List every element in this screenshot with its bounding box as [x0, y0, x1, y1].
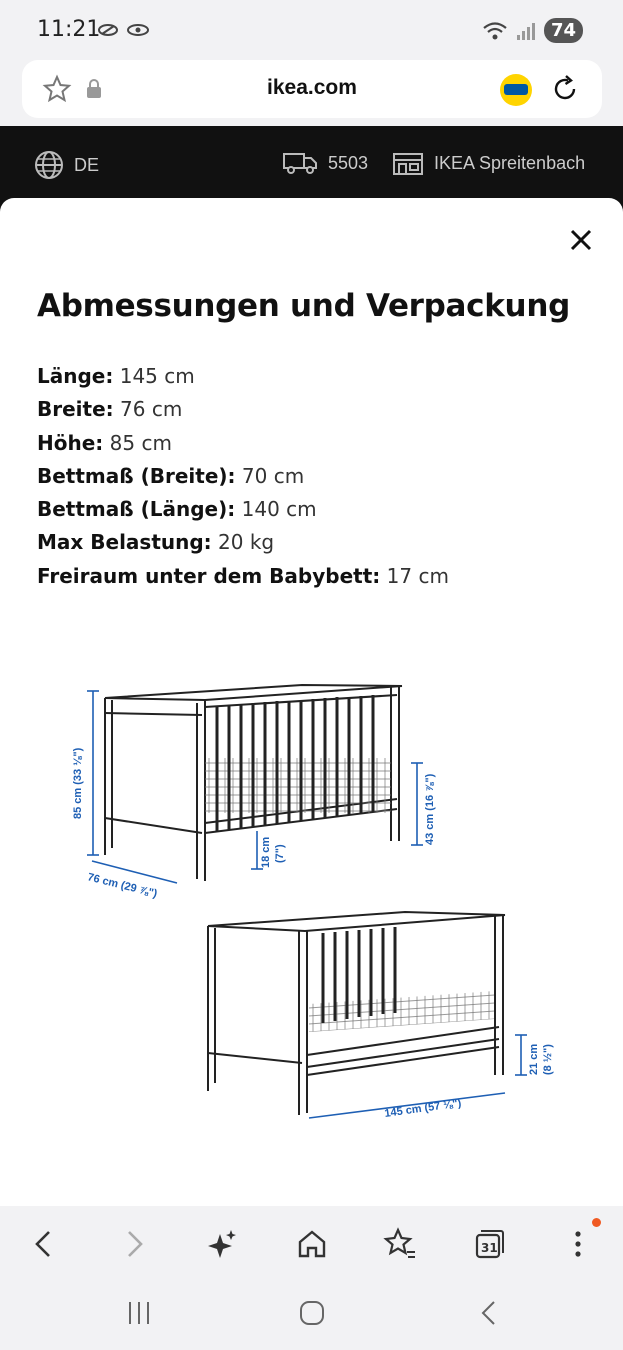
postcode-selector[interactable]: [282, 150, 368, 176]
spec-item: [37, 360, 449, 393]
tabs-icon[interactable]: [468, 1224, 508, 1264]
reload-icon[interactable]: [550, 74, 580, 104]
dimensions-sheet: [0, 198, 623, 1206]
low-height-dimension-label: 21 cm: [528, 1043, 540, 1075]
language-selector[interactable]: [34, 150, 99, 180]
ikea-logo-icon[interactable]: [500, 74, 532, 106]
side-height-dimension-label: 43 cm (16 ⅞"): [424, 773, 436, 845]
url-text[interactable]: ikea.com: [267, 76, 357, 99]
home-icon[interactable]: [292, 1224, 332, 1264]
system-back-icon[interactable]: [474, 1298, 504, 1328]
status-notification-icons: [96, 22, 150, 38]
spec-label: Freiraum unter dem Babybett:: [37, 563, 381, 588]
signal-icon: [516, 21, 536, 41]
browser-bottom-bar: [0, 1206, 623, 1350]
home-button-icon[interactable]: [297, 1298, 327, 1328]
svg-text:31: 31: [481, 1241, 498, 1255]
ai-sparkle-icon[interactable]: [202, 1224, 242, 1264]
link-icon: [96, 22, 120, 38]
spec-item: [37, 526, 449, 559]
more-menu-icon[interactable]: [558, 1224, 598, 1264]
store-label: IKEA Spreitenbach: [434, 152, 586, 173]
spec-label: Breite:: [37, 397, 114, 422]
spec-label: Bettmaß (Breite):: [37, 463, 236, 488]
spec-value: 76 cm: [120, 397, 183, 422]
back-arrow-icon[interactable]: [24, 1224, 64, 1264]
crib-slats-lower: [323, 927, 395, 1023]
spec-label: Max Belastung:: [37, 530, 212, 555]
store-icon: [392, 150, 424, 176]
spec-item: [37, 460, 449, 493]
close-icon[interactable]: [566, 225, 596, 255]
clearance-dimension-label: 18 cm: [260, 836, 272, 868]
address-bar[interactable]: [22, 60, 602, 118]
crib-mattress-base: [205, 758, 391, 813]
recent-apps-icon[interactable]: [124, 1298, 154, 1328]
sheet-title: Abmessungen und Verpackung: [37, 288, 570, 324]
status-bar: [0, 0, 623, 60]
spec-value: 145 cm: [119, 364, 195, 388]
spec-value: 70 cm: [241, 463, 305, 488]
spec-value: 85 cm: [109, 430, 172, 455]
spec-list: [37, 360, 449, 593]
crib-dimensions-diagram: [37, 623, 597, 1193]
notification-dot: [592, 1218, 601, 1227]
store-selector[interactable]: [392, 150, 585, 176]
clearance-dimension-label-inch: (7"): [274, 844, 286, 863]
height-dimension-label: 85 cm (33 ⅛"): [72, 747, 84, 819]
length-dimension-label: 145 cm (57 ⅛"): [383, 1097, 463, 1120]
spec-item: [37, 393, 449, 426]
language-label: DE: [74, 154, 100, 175]
forward-arrow-icon[interactable]: [114, 1224, 154, 1264]
low-height-dimension-label-inch: (8 ½"): [542, 1044, 554, 1075]
spec-value: 17 cm: [386, 563, 449, 588]
spec-label: Bettmaß (Länge):: [37, 497, 236, 522]
browser-toolbar: [0, 60, 623, 126]
status-time: 11:21: [37, 17, 101, 42]
spec-item: [37, 493, 449, 526]
wifi-icon: [482, 20, 508, 42]
spec-item: [37, 560, 449, 593]
spec-value: 20 kg: [218, 530, 275, 555]
status-right: [482, 18, 583, 43]
bookmarks-star-icon[interactable]: [380, 1224, 420, 1264]
spec-value: 140 cm: [241, 497, 317, 522]
ikea-top-bar: [0, 126, 623, 198]
spec-label: Höhe:: [37, 430, 104, 455]
delivery-truck-icon: [282, 150, 318, 176]
postcode-label: 5503: [328, 152, 369, 173]
width-dimension-label: 76 cm (29 ⅞"): [86, 871, 159, 901]
spec-item: [37, 427, 449, 460]
eye-icon: [126, 22, 150, 38]
battery-indicator: 74: [544, 18, 583, 43]
crib-mattress-base-lower: [309, 991, 494, 1032]
globe-icon: [34, 150, 64, 180]
spec-label: Länge:: [37, 364, 114, 388]
